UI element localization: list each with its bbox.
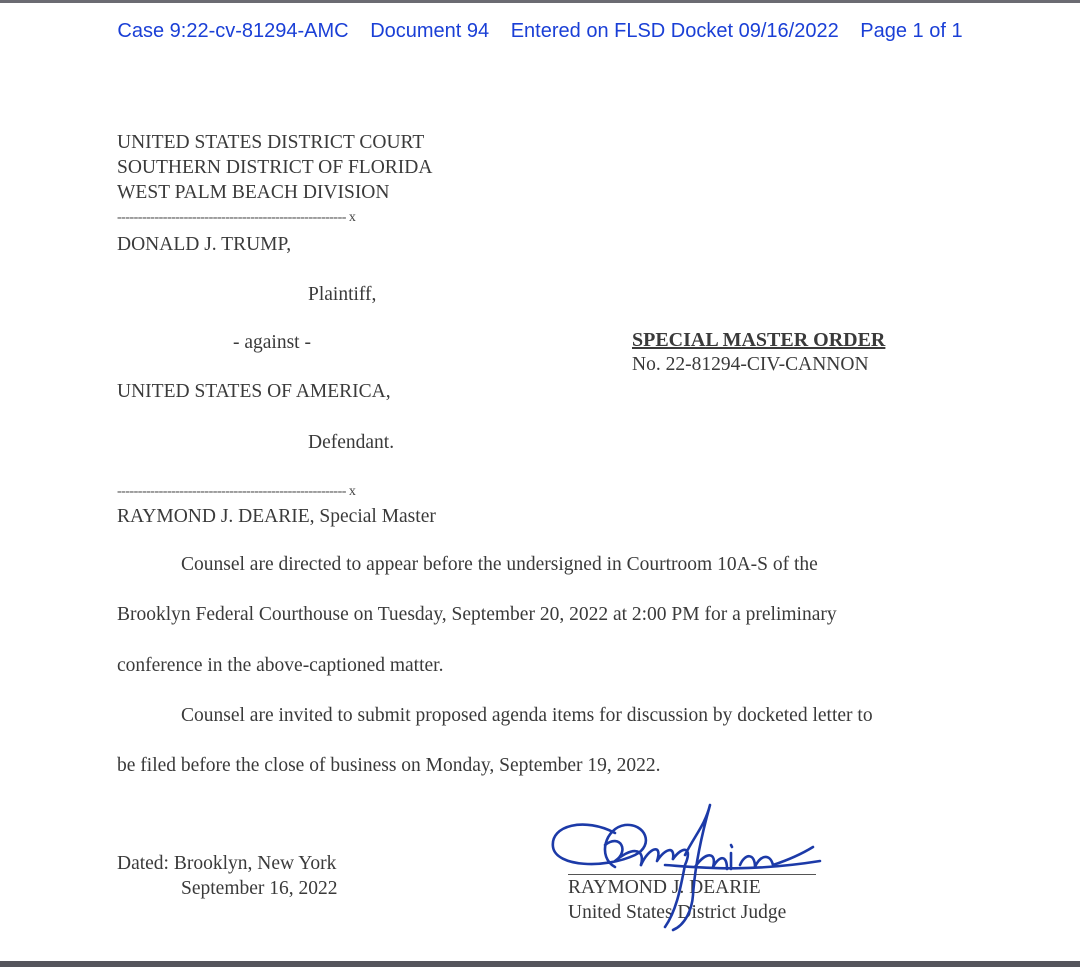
plaintiff-role: Plaintiff, <box>308 284 377 305</box>
signer-name: RAYMOND J. DEARIE <box>568 877 761 898</box>
header-document-number: Document 94 <box>370 20 490 42</box>
court-line-1: UNITED STATES DISTRICT COURT <box>117 132 425 153</box>
paragraph-1-line-1: Counsel are directed to appear before the undersigned in Courtroom 10A-S of the <box>181 554 818 575</box>
court-line-2: SOUTHERN DISTRICT OF FLORIDA <box>117 157 433 178</box>
paragraph-2-line-1: Counsel are invited to submit proposed agenda items for discussion by docketed letter to <box>181 705 873 726</box>
caption-separator-top: ------------------------------------------------------- x <box>117 210 356 225</box>
header-case-number: Case 9:22-cv-81294-AMC <box>117 20 349 42</box>
dated-location: Dated: Brooklyn, New York <box>117 853 337 874</box>
signer-title: United States District Judge <box>568 902 787 923</box>
paragraph-2-line-2: be filed before the close of business on Monday, September 19, 2022. <box>117 755 661 776</box>
docket-header <box>0 20 1080 43</box>
defendant-name: UNITED STATES OF AMERICA, <box>117 381 391 402</box>
header-entered-date: Entered on FLSD Docket 09/16/2022 <box>510 20 839 42</box>
paragraph-1-line-3: conference in the above-captioned matter. <box>117 655 444 676</box>
versus-label: - against - <box>233 332 311 353</box>
header-page-count: Page 1 of 1 <box>860 20 963 42</box>
top-edge <box>0 0 1080 3</box>
case-number: No. 22-81294-CIV-CANNON <box>632 354 869 375</box>
caption-separator-bottom: ------------------------------------------------------- x <box>117 484 356 499</box>
handwritten-signature <box>545 795 835 935</box>
plaintiff-name: DONALD J. TRUMP, <box>117 234 292 255</box>
paragraph-1-line-2: Brooklyn Federal Courthouse on Tuesday, September 20, 2022 at 2:00 PM for a preliminary <box>117 604 837 625</box>
dated-date: September 16, 2022 <box>181 878 338 899</box>
bottom-edge <box>0 961 1080 967</box>
order-title: SPECIAL MASTER ORDER <box>632 329 886 351</box>
special-master-line: RAYMOND J. DEARIE, Special Master <box>117 506 436 527</box>
defendant-role: Defendant. <box>308 432 395 453</box>
court-line-3: WEST PALM BEACH DIVISION <box>117 182 390 203</box>
